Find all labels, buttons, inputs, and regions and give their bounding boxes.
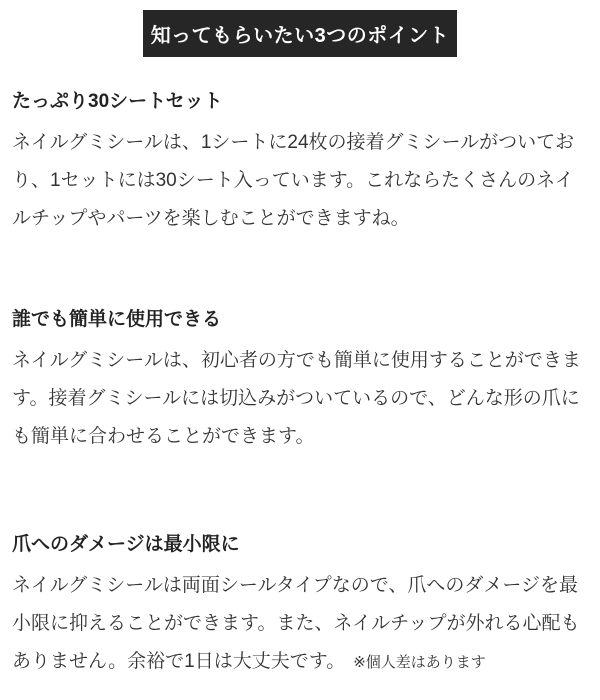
point-disclaimer-note: ※個人差はあります: [353, 654, 486, 671]
point-body-text: ネイルグミシールは、1シートに24枚の接着グミシールがついており、1セットには30シート入っています。これならたくさんのネイルチップやパーツを楽しむことができますね。: [12, 132, 575, 229]
point-heading: 誰でも簡単に使用できる: [12, 309, 222, 330]
points-banner-title: 知ってもらいたい3つのポイント: [150, 25, 450, 47]
point-section-sheet-set: [12, 90, 588, 238]
point-body-text: ネイルグミシールは両面シールタイプなので、爪へのダメージを最小限に抑えることができます。また、ネイルチップが外れる心配もありません。余裕で1日は大丈夫です。: [12, 575, 580, 672]
point-heading: 爪へのダメージは最小限に: [12, 534, 240, 555]
point-body-text: ネイルグミシールは、初心者の方でも簡単に使用することができます。接着グミシールには切込みがついているので、どんな形の爪にも簡単に合わせることができます。: [12, 350, 581, 447]
point-body: [12, 124, 588, 238]
product-description-page: [0, 10, 600, 700]
point-body: [12, 567, 588, 682]
point-heading: たっぷり30シートセット: [12, 91, 223, 112]
point-section-easy-use: [12, 308, 588, 456]
point-body: [12, 342, 588, 456]
points-content: [0, 90, 600, 682]
points-banner: [143, 10, 457, 57]
point-section-nail-damage: [12, 533, 588, 682]
